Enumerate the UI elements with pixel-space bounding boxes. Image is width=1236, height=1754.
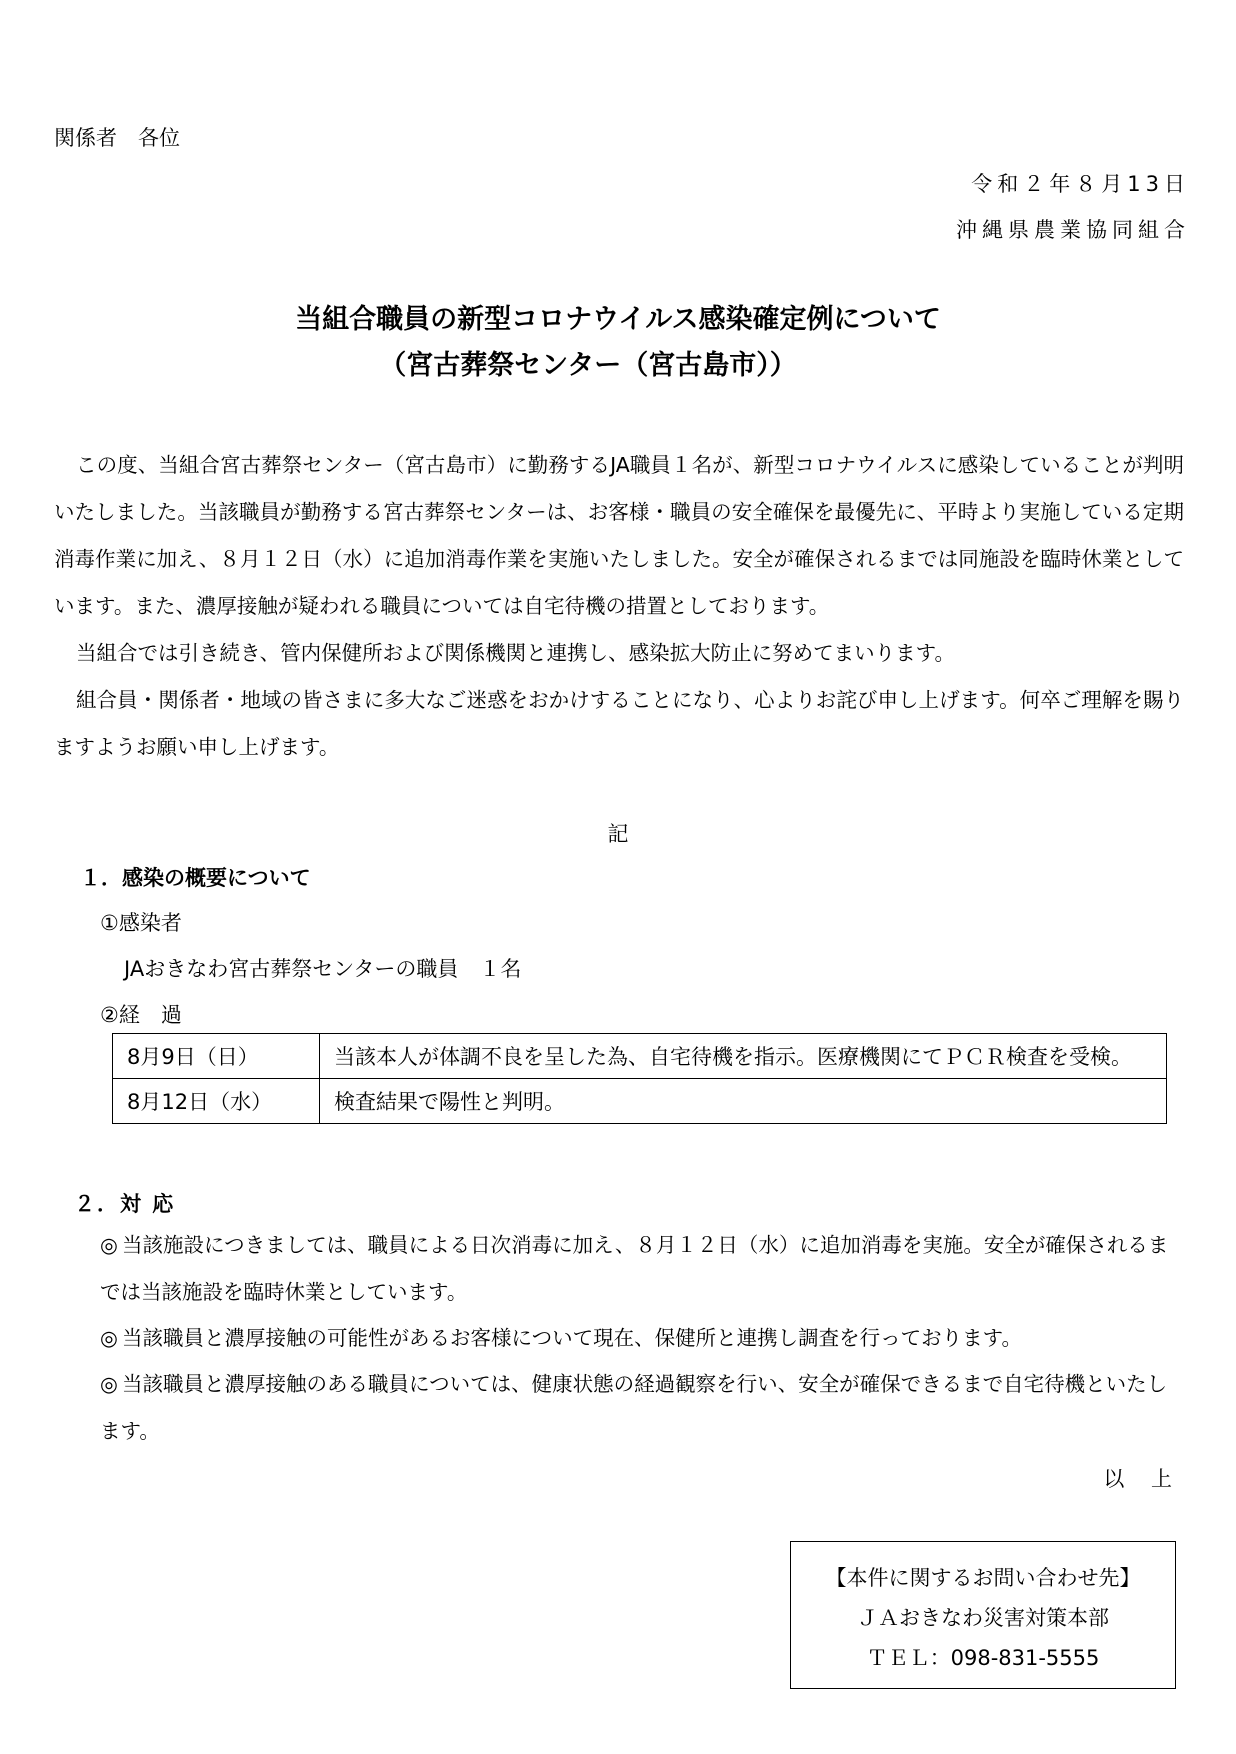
closing-mark: 以 上 — [1103, 1467, 1182, 1491]
timeline-event: 当該本人が体調不良を呈した為、自宅待機を指示。医療機関にてＰＣＲ検査を受検。 — [320, 1034, 1167, 1079]
section1-heading: １．感染の概要について — [80, 866, 311, 890]
response-text: 当該職員と濃厚接触のある職員については、健康状態の経過観察を行い、安全が確保できるまで自宅待機といたします。 — [100, 1372, 1168, 1443]
contact-phone: ＴＥＬ：098-831-5555 — [866, 1646, 1100, 1670]
table-row — [113, 1079, 1167, 1124]
double-circle-icon: ◎ — [100, 1233, 118, 1257]
response-text: 当該施設につきましては、職員による日次消毒に加え、８月１２日（水）に追加消毒を実施。安全が確保されるまでは当該施設を臨時休業としています。 — [100, 1233, 1169, 1304]
infected-detail: JAおきなわ宮古葬祭センターの職員 １名 — [124, 957, 522, 981]
response-item — [100, 1361, 1180, 1455]
ki-heading: 記 — [607, 822, 629, 846]
timeline-table — [112, 1033, 1167, 1124]
document-subtitle: （宮古葬祭センター（宮古島市）） — [379, 350, 797, 381]
timeline-label: ②経 過 — [100, 1003, 182, 1027]
body-paragraph: 当組合では引き続き、管内保健所および関係機関と連携し、感染拡大防止に努めてまいります。 — [76, 641, 956, 665]
response-text: 当該職員と濃厚接触の可能性があるお客様について現在、保健所と連携し調査を行っております。 — [122, 1326, 1022, 1350]
response-item — [100, 1315, 1180, 1362]
section2-heading: ２．対 応 — [74, 1192, 176, 1216]
document-date: 令和２年８月13日 — [971, 172, 1190, 196]
timeline-date: 8月12日（水） — [113, 1079, 320, 1124]
timeline-date: 8月9日（日） — [113, 1034, 320, 1079]
document-title: 当組合職員の新型コロナウイルス感染確定例について — [295, 304, 941, 335]
body-paragraph: この度、当組合宮古葬祭センター（宮古島市）に勤務するJA職員１名が、新型コロナウイルスに感染していることが判明いたしました。当該職員が勤務する宮古葬祭センターは、お客様・職員の安全確保を最優先に、平時より実施している定期消毒作業に加え、８月１２日（水）に追加消毒作業を実施いたしました。安全が確保されるまでは同施設を臨時休業としています。また、濃厚接触が疑われる職員については自宅待機の措置としております。 — [54, 453, 1184, 618]
body-paragraph: 組合員・関係者・地域の皆さまに多大なご迷惑をおかけすることになり、心よりお詫び申し上げます。何卒ご理解を賜りますようお願い申し上げます。 — [54, 688, 1184, 759]
infected-label: ①感染者 — [100, 911, 182, 935]
double-circle-icon: ◎ — [100, 1372, 118, 1396]
body-text — [54, 442, 1184, 771]
double-circle-icon: ◎ — [100, 1326, 118, 1350]
contact-heading: 【本件に関するお問い合わせ先】 — [825, 1566, 1141, 1590]
table-row — [113, 1034, 1167, 1079]
response-item — [100, 1222, 1180, 1316]
contact-department: ＪＡおきなわ災害対策本部 — [857, 1606, 1109, 1630]
contact-box — [790, 1541, 1176, 1689]
organization-name: 沖縄県農業協同組合 — [956, 218, 1190, 242]
recipient: 関係者 各位 — [54, 126, 180, 150]
timeline-event: 検査結果で陽性と判明。 — [320, 1079, 1167, 1124]
